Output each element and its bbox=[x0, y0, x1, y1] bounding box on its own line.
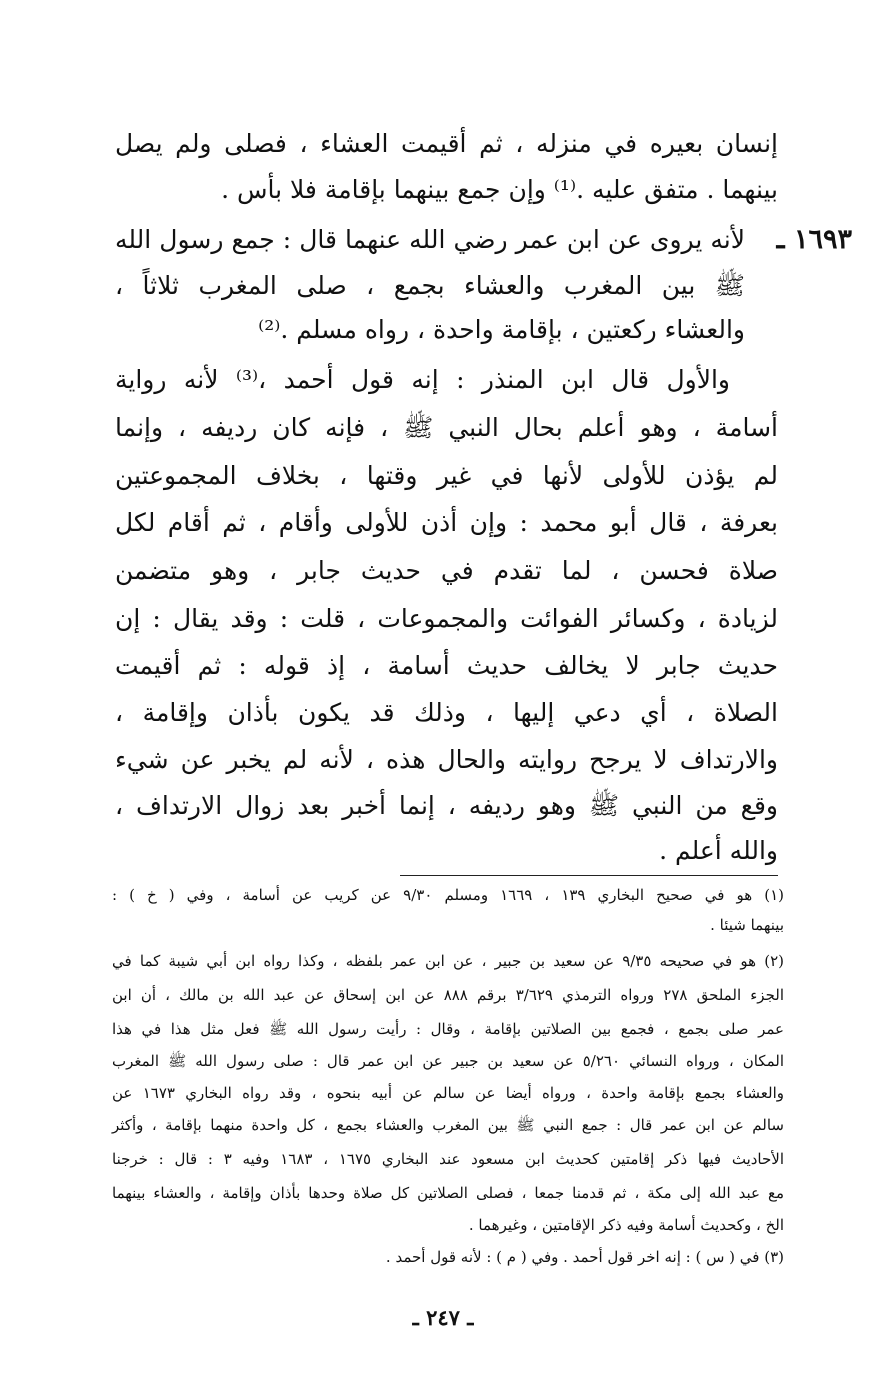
text-line: وقع من النبي ﷺ وهو رديفه ، إنما أخبر بعد زوال الارتداف ، bbox=[115, 791, 778, 820]
footnote-line: الخ ، وكحديث أسامة وفيه ذكر الإقامتين ، وغيرهما . bbox=[468, 1216, 784, 1234]
text-line: والارتداف لا يرجح روايته والحال هذه ، لأنه لم يخبر عن شيء bbox=[115, 745, 778, 774]
footnote-divider bbox=[400, 875, 778, 876]
text-line: والله أعلم . bbox=[659, 836, 778, 865]
text-line: إنسان بعيره في منزله ، ثم أقيمت العشاء ، فصلى ولم يصل bbox=[115, 129, 778, 158]
text-line: أسامة ، وهو أعلم بحال النبي ﷺ ، فإنه كان رديفه ، وإنما bbox=[115, 413, 778, 442]
footnote-line: سالم عن ابن عمر قال : جمع النبي ﷺ بين المغرب والعشاء بجمع ، كل واحدة منهما بإقامة ، وأكثر bbox=[112, 1116, 784, 1134]
footnote-line: عمر صلى بجمع ، فجمع بين الصلاتين بإقامة ، وقال : رأيت رسول الله ﷺ فعل مثل هذا في هذا bbox=[112, 1020, 784, 1038]
text-line: بعرفة ، قال أبو محمد : وإن أذن للأولى وأقام ، ثم أقام لكل bbox=[115, 508, 778, 537]
text-line: والعشاء ركعتين ، بإقامة واحدة ، رواه مسلم .⁽²⁾ bbox=[258, 315, 745, 344]
hadith-number: ١٦٩٣ ـ bbox=[776, 224, 852, 255]
footnote-line: (٣) في ( س ) : إنه اخر قول أحمد . وفي ( م ) : لأنه قول أحمد . bbox=[385, 1248, 784, 1266]
text-line: لم يؤذن للأولى لأنها في غير وقتها ، بخلاف المجموعتين bbox=[115, 461, 778, 490]
footnote-line: الأحاديث فيها ذكر إقامتين كحديث ابن مسعود عند البخاري ١٦٧٥ ، ١٦٨٣ وفيه ٣ : قال : خرجنا bbox=[112, 1150, 784, 1168]
text-line: حديث جابر لا يخالف حديث أسامة ، إذ قوله : ثم أقيمت bbox=[115, 651, 778, 680]
text-line: لزيادة ، وكسائر الفوائت والمجموعات ، قلت : وقد يقال : إن bbox=[115, 604, 778, 633]
footnote-line: المكان ، ورواه النسائي ٥/٢٦٠ عن سعيد بن جبير عن ابن عمر قال : صلى رسول الله ﷺ المغرب bbox=[112, 1052, 784, 1070]
text-line: ﷺ بين المغرب والعشاء بجمع ، صلى المغرب ثلاثاً ، bbox=[115, 271, 745, 300]
text-line: صلاة فحسن ، لما تقدم في حديث جابر ، وهو متضمن bbox=[115, 556, 778, 585]
text-line: والأول قال ابن المنذر : إنه قول أحمد ،⁽³⁾ لأنه رواية bbox=[115, 365, 730, 394]
footnote-line: الجزء الملحق ٢٧٨ ورواه الترمذي ٣/٦٢٩ برقم ٨٨٨ عن ابن إسحاق عن عبد الله بن مالك ، أن ابن bbox=[112, 986, 784, 1004]
page-number: ـ ٢٤٧ ـ bbox=[412, 1305, 474, 1330]
footnote-line: (٢) هو في صحيحه ٩/٣٥ عن سعيد بن جبير ، عن ابن عمر بلفظه ، وكذا رواه ابن أبي شيبة كما في bbox=[112, 952, 784, 970]
footnote-line: والعشاء بجمع بإقامة واحدة ، ورواه أيضا عن سالم عن أبيه بنحوه ، وقد رواه البخاري ١٦٧٣ عن bbox=[112, 1084, 784, 1102]
footnote-line: (١) هو في صحيح البخاري ١٣٩ ، ١٦٦٩ ومسلم ٩/٣٠ عن كريب عن أسامة ، وفي ( خ ) : bbox=[112, 886, 784, 904]
footnote-line: بينهما شيئا . bbox=[710, 916, 784, 934]
text-line: بينهما . متفق عليه .⁽¹⁾ وإن جمع بينهما بإقامة فلا بأس . bbox=[221, 175, 778, 204]
text-line: لأنه يروى عن ابن عمر رضي الله عنهما قال : جمع رسول الله bbox=[115, 225, 745, 254]
footnote-line: مع عبد الله إلى مكة ، ثم قدمنا جمعا ، فصلى الصلاتين كل صلاة وحدها بأذان وإقامة ، والعشاء بينهما bbox=[112, 1184, 784, 1202]
text-line: الصلاة ، أي دعي إليها ، وذلك قد يكون بأذان وإقامة ، bbox=[115, 698, 778, 727]
